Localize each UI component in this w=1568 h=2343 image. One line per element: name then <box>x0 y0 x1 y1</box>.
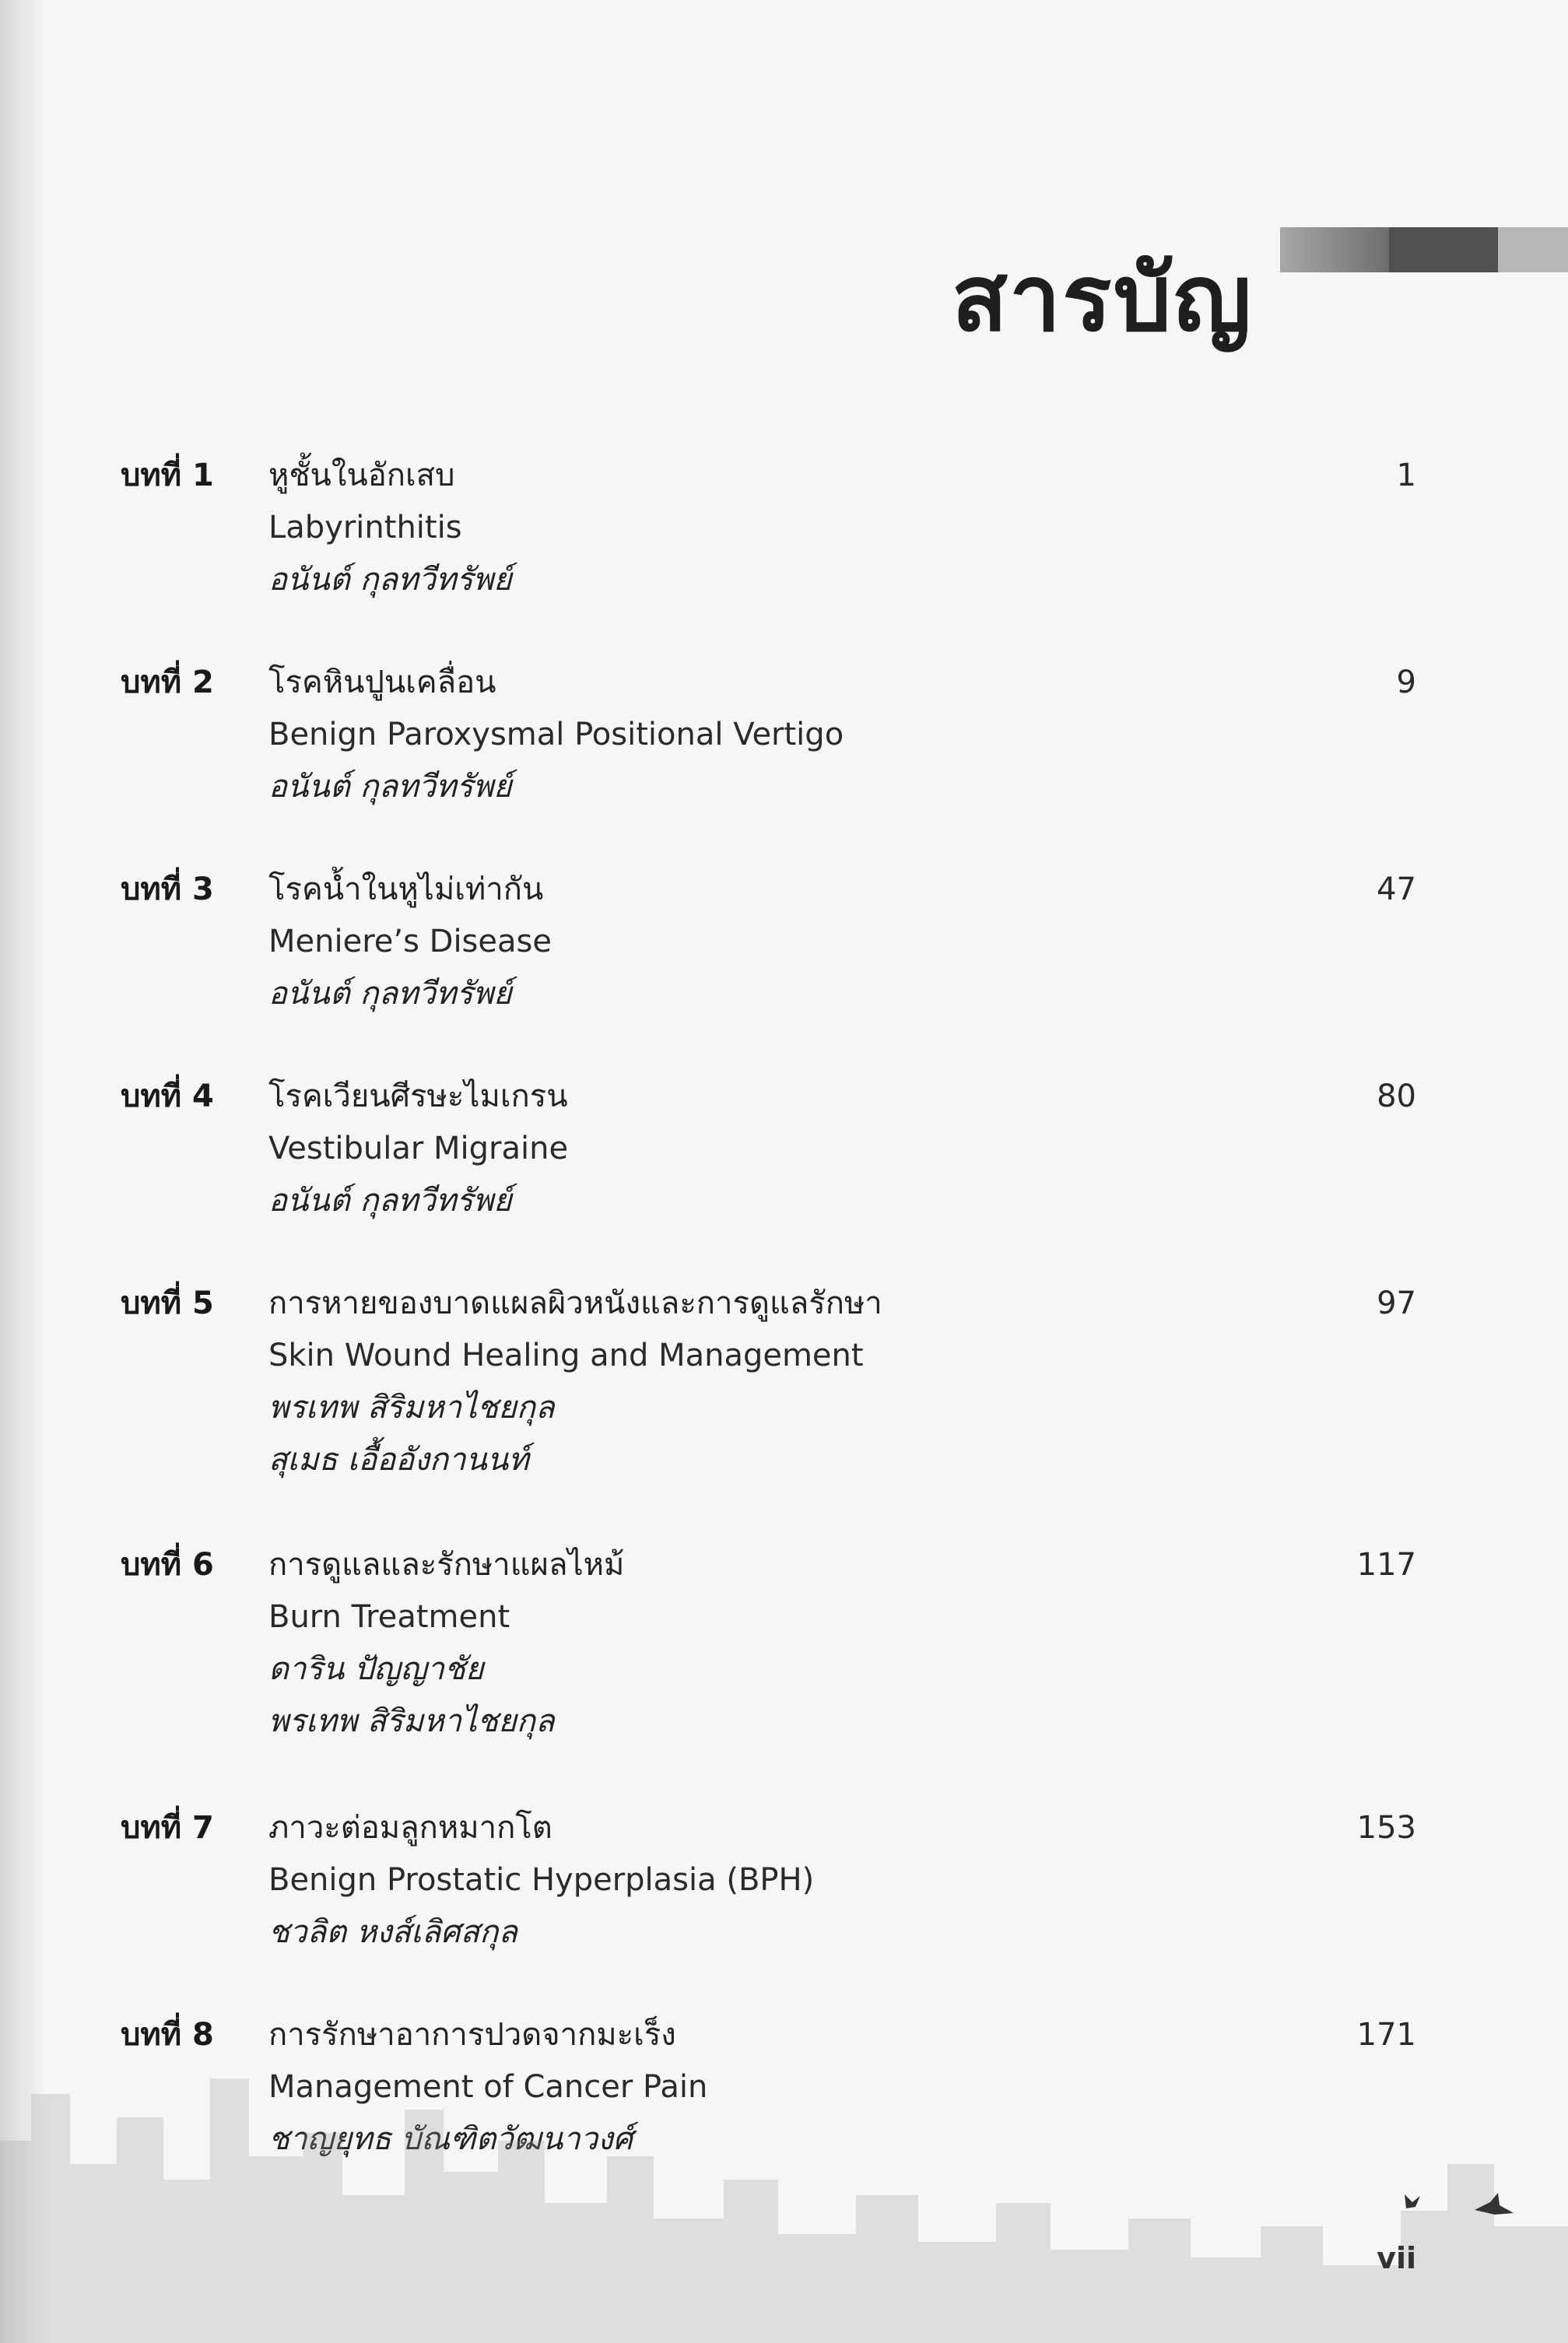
chapter-english-title: Meniere’s Disease <box>268 924 552 959</box>
chapter-thai-title: โรคหินปูนเคลื่อน <box>268 665 496 700</box>
chapter-thai-title: โรคเวียนศีรษะไมเกรน <box>268 1079 568 1114</box>
chapter-author: ชวลิต หงส์เลิศสกุล <box>268 1914 517 1950</box>
chapter-author: ดาริน ปัญญาชัย <box>268 1651 484 1687</box>
chapter-label: บทที่ 2 <box>121 665 214 700</box>
chapter-author: ชาญยุทธ บัณฑิตวัฒนาวงศ์ <box>268 2121 633 2157</box>
chapter-label: บทที่ 1 <box>121 458 214 493</box>
chapter-thai-title: การดูแลและรักษาแผลไหม้ <box>268 1547 625 1583</box>
chapter-label: บทที่ 4 <box>121 1079 214 1114</box>
chapter-english-title: Skin Wound Healing and Management <box>268 1338 864 1373</box>
chapter-english-title: Burn Treatment <box>268 1599 510 1635</box>
chapter-label: บทที่ 6 <box>121 1547 214 1583</box>
chapter-author: พรเทพ สิริมหาไชยกุล <box>268 1703 555 1739</box>
chapter-thai-title: การหายของบาดแผลผิวหนังและการดูแลรักษา <box>268 1285 882 1321</box>
bird-decoration-icon <box>1389 2179 1521 2233</box>
chapter-english-title: Labyrinthitis <box>268 510 462 545</box>
chapter-label: บทที่ 5 <box>121 1285 214 1321</box>
page-title: สารบัญ <box>951 244 1253 353</box>
chapter-english-title: Vestibular Migraine <box>268 1131 569 1166</box>
chapter-page-number: 97 <box>1377 1285 1416 1321</box>
chapter-page-number: 153 <box>1356 1810 1416 1846</box>
chapter-english-title: Benign Prostatic Hyperplasia (BPH) <box>268 1862 815 1898</box>
chapter-author: อนันต์ กุลทวีทรัพย์ <box>268 1183 512 1219</box>
chapter-thai-title: โรคน้ำในหูไม่เท่ากัน <box>268 872 544 907</box>
chapter-author: พรเทพ สิริมหาไชยกุล <box>268 1390 555 1426</box>
chapter-thai-title: ภาวะต่อมลูกหมากโต <box>268 1810 552 1846</box>
chapter-author: อนันต์ กุลทวีทรัพย์ <box>268 976 512 1012</box>
chapter-label: บทที่ 8 <box>121 2017 214 2053</box>
chapter-page-number: 80 <box>1377 1079 1416 1114</box>
chapter-page-number: 117 <box>1356 1547 1416 1583</box>
chapter-page-number: 47 <box>1377 872 1416 907</box>
chapter-page-number: 1 <box>1396 458 1416 493</box>
chapter-english-title: Benign Paroxysmal Positional Vertigo <box>268 717 844 752</box>
chapter-author: อนันต์ กุลทวีทรัพย์ <box>268 562 512 598</box>
chapter-english-title: Management of Cancer Pain <box>268 2069 708 2105</box>
chapter-page-number: 9 <box>1396 665 1416 700</box>
page-folio: vii <box>1377 2241 1416 2275</box>
chapter-label: บทที่ 3 <box>121 872 214 907</box>
chapter-author: อนันต์ กุลทวีทรัพย์ <box>268 769 512 805</box>
chapter-page-number: 171 <box>1356 2017 1416 2053</box>
chapter-thai-title: การรักษาอาการปวดจากมะเร็ง <box>268 2017 676 2053</box>
city-skyline-watermark <box>0 2047 1568 2343</box>
chapter-thai-title: หูชั้นในอักเสบ <box>268 458 455 493</box>
chapter-label: บทที่ 7 <box>121 1810 214 1846</box>
chapter-author: สุเมธ เอื้ออังกานนท์ <box>268 1442 529 1478</box>
